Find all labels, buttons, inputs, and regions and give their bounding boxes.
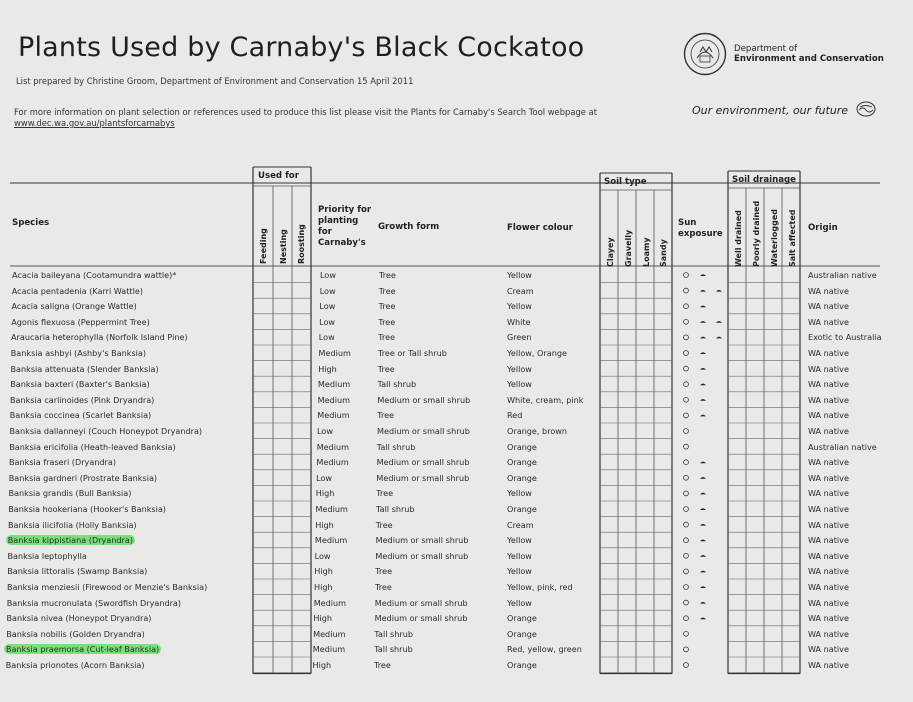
- full-sun-icon: [684, 585, 689, 590]
- growth-form-cell: Tree: [379, 270, 396, 280]
- full-sun-icon: [684, 522, 689, 527]
- flower-colour-cell: Yellow: [507, 270, 532, 280]
- origin-cell: WA native: [808, 644, 849, 655]
- origin-header: Origin: [808, 223, 838, 233]
- priority-cell: High: [315, 519, 334, 530]
- half-sun-icon: [700, 539, 706, 541]
- more-info-text: For more information on plant selection or references used to produce this list please visit the Plants for Carnaby's Search Tool webpage at: [14, 107, 598, 117]
- priority-cell: Medium: [317, 410, 350, 421]
- species-cell: Banksia fraseri (Dryandra): [9, 457, 116, 468]
- species-cell: Banksia attenuata (Slender Banksia): [10, 363, 159, 374]
- flower-colour-cell: Yellow: [507, 597, 532, 608]
- flower-colour-cell: Red: [507, 410, 523, 421]
- half-sun-icon: [700, 415, 706, 417]
- origin-cell: WA native: [808, 582, 849, 592]
- half-sun-icon: [700, 602, 706, 604]
- origin-cell: WA native: [808, 348, 849, 358]
- species-cell: Banksia carlinoides (Pink Dryandra): [10, 394, 155, 405]
- priority-cell: Medium: [315, 504, 348, 514]
- priority-cell: Low: [314, 550, 331, 561]
- flower-colour-cell: Yellow: [507, 535, 532, 546]
- priority-cell: Low: [320, 270, 336, 280]
- origin-cell: Australian native: [808, 441, 877, 452]
- species-cell: Banksia mucronulata (Swordfish Dryandra): [6, 597, 182, 608]
- full-sun-icon: [684, 382, 689, 387]
- species-cell: Agonis flexuosa (Peppermint Tree): [11, 316, 150, 327]
- half-sun-icon: [700, 555, 706, 557]
- slogan: Our environment, our future: [692, 104, 849, 117]
- prepared-by-text: List prepared by Christine Groom, Department of Environment and Conservation 15 April 2011: [16, 76, 414, 86]
- species-cell: Banksia praemorsa (Cut-leaf Banksia): [6, 644, 160, 655]
- priority-cell: High: [318, 363, 337, 374]
- growth-form-cell: Tall shrub: [376, 504, 415, 514]
- flower-colour-cell: Cream: [507, 285, 534, 296]
- growth-form-header: Growth form: [378, 222, 440, 232]
- growth-form-cell: Tree: [375, 566, 393, 577]
- full-sun-icon: [684, 351, 689, 356]
- flower-colour-cell: Yellow: [507, 566, 532, 577]
- flower-colour-cell: Orange: [507, 613, 537, 624]
- website-link[interactable]: www.dec.wa.gov.au/plantsforcarnabys: [14, 118, 175, 128]
- half-sun-icon: [700, 493, 706, 495]
- species-cell: Banksia ilicifolia (Holly Banksia): [8, 519, 137, 530]
- flower-colour-cell: White, cream, pink: [507, 394, 584, 405]
- growth-form-cell: Tree: [378, 285, 396, 296]
- half-sun-icon: [700, 274, 706, 276]
- flower-colour-cell: Orange: [507, 441, 537, 452]
- species-cell: Banksia nobilis (Golden Dryandra): [6, 628, 145, 639]
- flower-colour-cell: Yellow: [507, 301, 532, 312]
- full-sun-icon: [684, 616, 689, 621]
- species-cell: Araucaria heterophylla (Norfolk Island Pine): [11, 332, 188, 343]
- salt-affected-header: Salt affected: [788, 209, 797, 267]
- priority-header-line1: Priority for: [318, 205, 372, 215]
- growth-form-cell: Medium or small shrub: [375, 550, 469, 561]
- priority-cell: Low: [316, 472, 333, 483]
- growth-form-cell: Tall shrub: [377, 379, 417, 390]
- full-sun-icon: [684, 366, 689, 371]
- priority-cell: High: [314, 582, 333, 592]
- origin-cell: WA native: [808, 613, 849, 624]
- origin-cell: WA native: [808, 410, 849, 421]
- flower-colour-cell: Orange: [507, 628, 537, 639]
- origin-cell: WA native: [808, 301, 849, 312]
- priority-header-line4: Carnaby's: [318, 238, 366, 248]
- priority-cell: Low: [318, 332, 335, 343]
- half-sun-icon: [700, 617, 706, 619]
- origin-cell: WA native: [808, 379, 849, 390]
- growth-form-cell: Medium or small shrub: [377, 426, 470, 436]
- growth-form-cell: Tall shrub: [374, 644, 413, 655]
- flower-colour-cell: Red, yellow, green: [507, 644, 582, 655]
- growth-form-cell: Tree: [377, 410, 395, 421]
- full-sun-icon: [684, 288, 689, 293]
- priority-cell: Medium: [316, 457, 349, 468]
- half-sun-icon: [700, 352, 706, 354]
- soil-drainage-header: Soil drainage: [732, 175, 797, 185]
- species-cell: Banksia grandis (Bull Banksia): [8, 488, 132, 499]
- growth-form-cell: Tree or Tall shrub: [378, 348, 447, 358]
- species-header: Species: [12, 218, 50, 228]
- origin-cell: WA native: [808, 488, 849, 499]
- priority-cell: Medium: [316, 441, 350, 452]
- origin-cell: WA native: [808, 316, 849, 327]
- growth-form-cell: Tree: [375, 519, 393, 530]
- half-sun-icon: [700, 586, 706, 588]
- full-sun-icon: [684, 553, 689, 558]
- priority-header: [318, 205, 371, 249]
- department-name-line1: Department of: [734, 44, 798, 54]
- poorly-drained-header: Poorly drained: [752, 200, 761, 267]
- flower-colour-cell: Green: [507, 332, 532, 343]
- flower-colour-cell: Orange: [507, 504, 537, 514]
- flower-colour-cell: Yellow: [507, 379, 532, 390]
- well-drained-header: Well drained: [734, 210, 743, 267]
- origin-cell: WA native: [808, 504, 849, 514]
- half-sun-icon: [700, 399, 706, 401]
- full-sun-icon: [684, 569, 689, 574]
- priority-header-line2: planting: [318, 216, 359, 226]
- priority-cell: Medium: [312, 644, 346, 655]
- priority-cell: Low: [317, 426, 333, 436]
- species-cell: Acacia baileyana (Cootamundra wattle)*: [12, 270, 177, 280]
- growth-form-cell: Tree: [376, 488, 394, 499]
- half-sun-icon: [700, 383, 706, 385]
- priority-cell: Medium: [313, 628, 346, 639]
- priority-cell: High: [314, 566, 333, 577]
- full-sun-icon: [684, 397, 689, 402]
- department-name-line2: Environment and Conservation: [734, 54, 884, 64]
- growth-form-cell: Medium or small shrub: [377, 394, 471, 405]
- origin-cell: WA native: [808, 394, 849, 405]
- species-cell: Banksia hookeriana (Hooker's Banksia): [8, 504, 166, 514]
- priority-cell: Low: [319, 316, 336, 327]
- species-cell: Banksia baxteri (Baxter's Banksia): [10, 379, 150, 390]
- growth-form-cell: Tree: [375, 582, 392, 592]
- origin-cell: Australian native: [808, 270, 877, 280]
- origin-cell: WA native: [808, 566, 849, 577]
- page-title: Plants Used by Carnaby's Black Cockatoo: [18, 32, 585, 63]
- flower-colour-cell: Orange, brown: [507, 426, 568, 436]
- growth-form-cell: Tall shrub: [374, 628, 413, 639]
- sun-exposure-header: [678, 218, 723, 240]
- origin-cell: WA native: [808, 535, 849, 546]
- priority-header-line3: for: [318, 227, 332, 237]
- species-cell: Banksia leptophylla: [7, 550, 87, 561]
- full-sun-icon: [684, 475, 689, 480]
- full-sun-icon: [684, 460, 689, 465]
- half-sun-icon: [700, 508, 706, 510]
- sandy-header: Sandy: [659, 239, 668, 267]
- origin-cell: WA native: [808, 660, 849, 670]
- growth-form-cell: Medium or small shrub: [376, 472, 470, 483]
- full-sun-icon: [684, 319, 689, 324]
- half-sun-icon: [700, 477, 706, 479]
- gravelly-header: Gravelly: [624, 229, 633, 267]
- flower-colour-cell: Orange: [507, 457, 537, 468]
- full-sun-icon: [684, 491, 689, 496]
- flower-colour-cell: Orange: [507, 472, 537, 483]
- half-sun-icon: [700, 524, 706, 526]
- half-sun-icon: [700, 368, 706, 370]
- shade-icon: [716, 321, 722, 323]
- full-sun-icon: [684, 335, 689, 340]
- half-sun-icon: [700, 337, 706, 339]
- species-cell: Banksia nivea (Honeypot Dryandra): [6, 613, 152, 624]
- priority-cell: Medium: [313, 597, 347, 608]
- growth-form-cell: Medium or small shrub: [374, 613, 468, 624]
- species-cell: Banksia gardneri (Prostrate Banksia): [8, 472, 158, 483]
- flower-colour-header: Flower colour: [507, 223, 573, 233]
- origin-cell: WA native: [808, 628, 849, 639]
- origin-cell: WA native: [808, 597, 849, 608]
- priority-cell: Low: [319, 285, 336, 296]
- full-sun-icon: [684, 273, 689, 278]
- species-cell: Banksia coccinea (Scarlet Banksia): [9, 410, 152, 421]
- growth-form-cell: Tree: [378, 332, 396, 343]
- species-cell: Banksia prionotes (Acorn Banksia): [5, 660, 145, 670]
- shade-icon: [716, 290, 722, 292]
- priority-cell: High: [315, 488, 335, 499]
- species-cell: Acacia saligna (Orange Wattle): [11, 301, 137, 312]
- origin-cell: Exotic to Australia: [808, 332, 882, 343]
- full-sun-icon: [684, 538, 689, 543]
- species-cell: Banksia ashbyi (Ashby's Banksia): [10, 348, 147, 358]
- full-sun-icon: [684, 304, 689, 309]
- growth-form-cell: Medium or small shrub: [375, 535, 469, 546]
- full-sun-icon: [684, 631, 689, 636]
- feeding-header: Feeding: [259, 228, 268, 264]
- waterlogged-header: Waterlogged: [770, 209, 779, 267]
- nesting-header: Nesting: [279, 229, 288, 264]
- origin-cell: WA native: [808, 550, 849, 561]
- half-sun-icon: [700, 321, 706, 323]
- growth-form-cell: Medium or small shrub: [374, 597, 468, 608]
- species-cell: Banksia littoralis (Swamp Banksia): [7, 566, 148, 577]
- flower-colour-cell: Yellow: [507, 550, 532, 561]
- flower-colour-cell: White: [507, 316, 531, 327]
- growth-form-cell: Tree: [378, 301, 396, 312]
- origin-cell: WA native: [808, 426, 849, 436]
- flower-colour-cell: Yellow: [507, 363, 532, 374]
- species-cell: Banksia menziesii (Firewood or Menzie's Banksia): [7, 582, 208, 592]
- species-cell: Banksia ericifolia (Heath-leaved Banksia): [9, 441, 176, 452]
- full-sun-icon: [684, 507, 689, 512]
- half-sun-icon: [700, 461, 706, 463]
- priority-cell: Medium: [317, 379, 351, 390]
- used-for-header: Used for: [258, 171, 299, 181]
- priority-cell: High: [313, 613, 332, 624]
- soil-type-header: Soil type: [604, 177, 647, 187]
- origin-cell: WA native: [808, 472, 849, 483]
- flower-colour-cell: Yellow, pink, red: [507, 582, 573, 592]
- clayey-header: Clayey: [606, 237, 615, 267]
- species-cell: Banksia dallanneyi (Couch Honeypot Dryandra): [9, 426, 203, 436]
- priority-cell: Low: [319, 301, 336, 312]
- half-sun-icon: [700, 571, 706, 573]
- growth-form-cell: Medium or small shrub: [376, 457, 470, 468]
- growth-form-cell: Tree: [377, 363, 395, 374]
- flower-colour-cell: Yellow, Orange: [507, 348, 567, 358]
- species-cell: Banksia kippistiana (Dryandra): [7, 535, 133, 546]
- full-sun-icon: [684, 413, 689, 418]
- priority-cell: Medium: [314, 535, 348, 546]
- flower-colour-cell: Orange: [507, 660, 537, 670]
- full-sun-icon: [684, 429, 689, 434]
- growth-form-cell: Tall shrub: [376, 441, 416, 452]
- origin-cell: WA native: [808, 285, 849, 296]
- half-sun-icon: [700, 290, 706, 292]
- full-sun-icon: [684, 444, 689, 449]
- flower-colour-cell: Cream: [507, 519, 534, 530]
- origin-cell: WA native: [808, 363, 849, 374]
- origin-cell: WA native: [808, 457, 849, 468]
- flower-colour-cell: Yellow: [507, 488, 532, 499]
- shade-icon: [716, 337, 722, 339]
- priority-cell: Medium: [318, 348, 351, 358]
- roosting-header: Roosting: [297, 224, 306, 264]
- priority-cell: High: [312, 660, 332, 670]
- growth-form-cell: Tree: [378, 316, 396, 327]
- sun-header-line1: Sun: [678, 218, 697, 228]
- loamy-header: Loamy: [642, 237, 651, 267]
- priority-cell: Medium: [317, 394, 350, 405]
- sun-header-line2: exposure: [678, 229, 723, 239]
- full-sun-icon: [684, 647, 689, 652]
- full-sun-icon: [684, 600, 689, 605]
- full-sun-icon: [684, 663, 689, 668]
- growth-form-cell: Tree: [374, 660, 391, 670]
- origin-cell: WA native: [808, 519, 849, 530]
- species-cell: Acacia pentadenia (Karri Wattle): [11, 285, 143, 296]
- half-sun-icon: [700, 305, 706, 307]
